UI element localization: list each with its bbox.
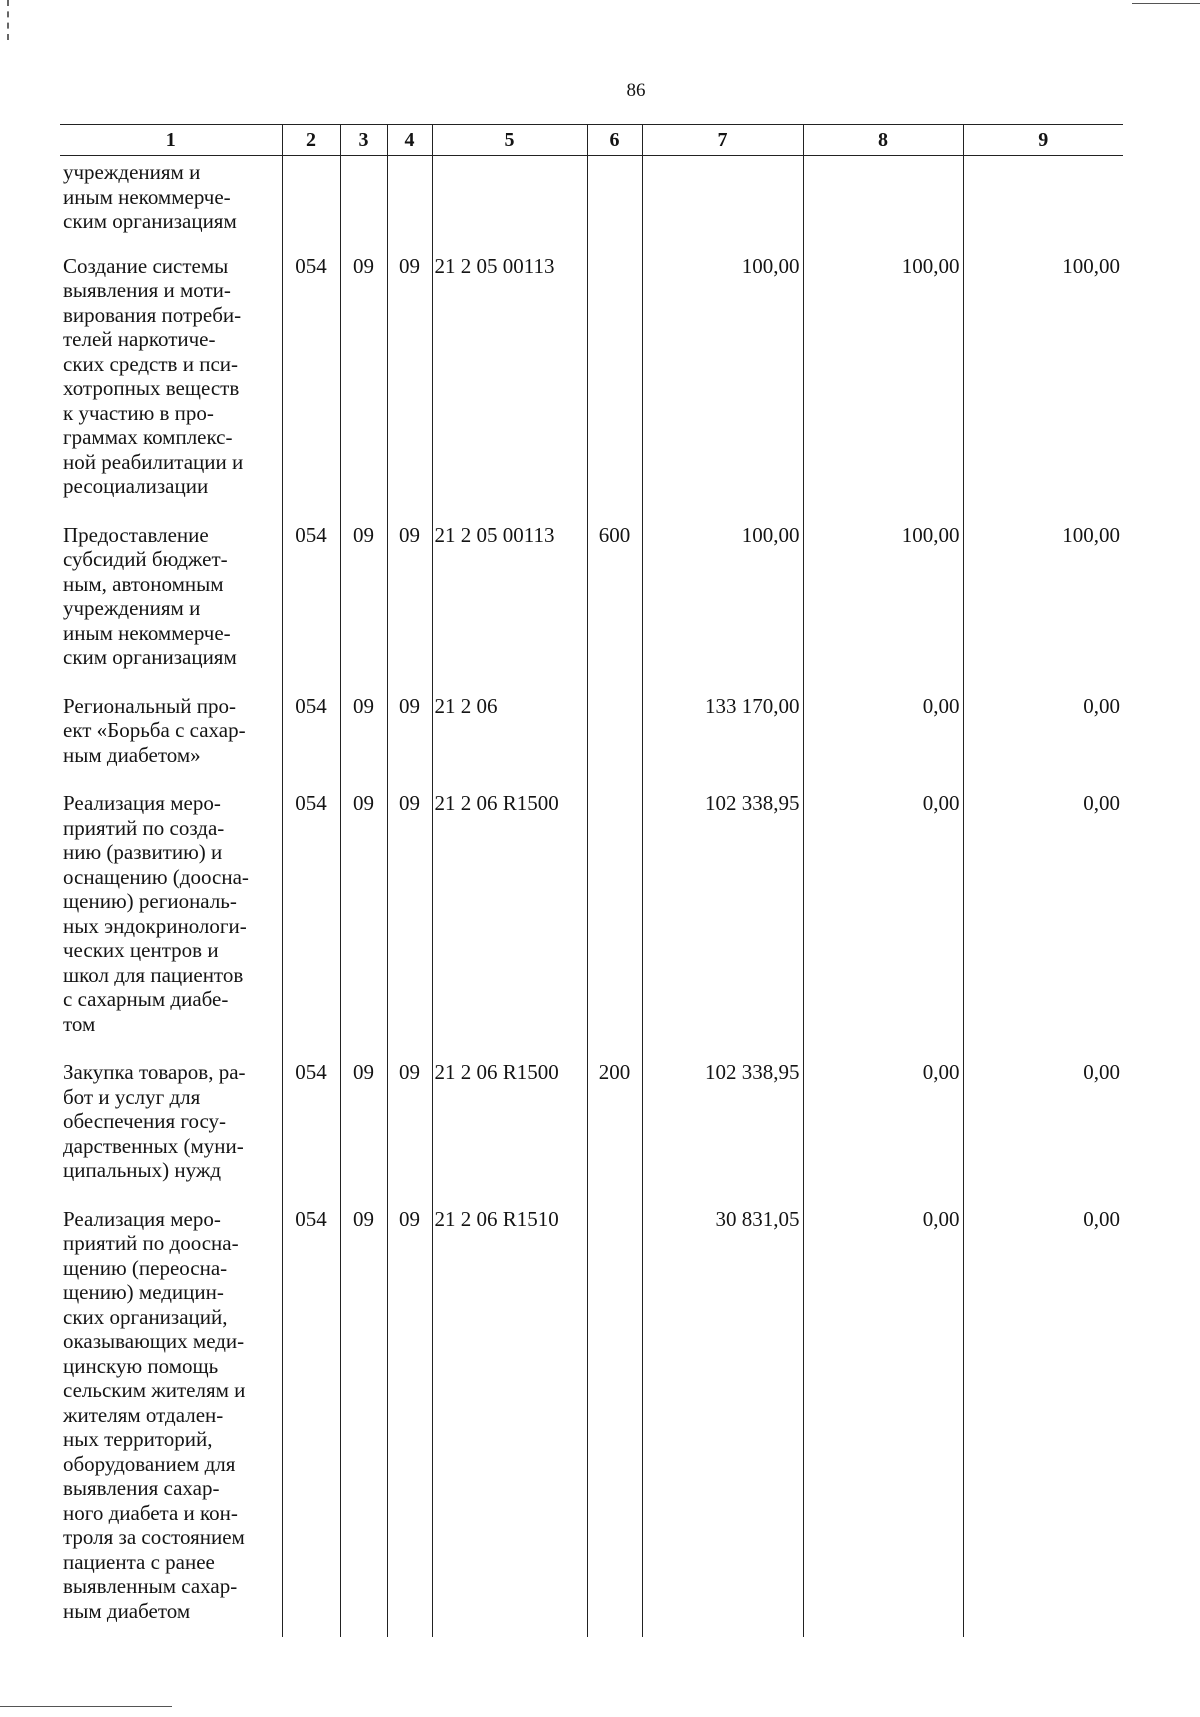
expense-type: 600 [587, 513, 642, 684]
table-row [60, 244, 1123, 513]
amount-col9: 0,00 [963, 1050, 1123, 1197]
amount-col7: 102 338,95 [642, 781, 803, 1050]
target-article: 21 2 06 R1510 [432, 1197, 587, 1638]
section-code: 09 [340, 1050, 387, 1197]
column-header: 8 [803, 125, 963, 156]
budget-table [60, 124, 1123, 1637]
admin-code: 054 [282, 244, 340, 513]
amount-col9: 100,00 [963, 244, 1123, 513]
section-code: 09 [340, 1197, 387, 1638]
section-code: 09 [340, 684, 387, 782]
column-header: 2 [282, 125, 340, 156]
admin-code: 054 [282, 513, 340, 684]
column-header: 7 [642, 125, 803, 156]
amount-col8: 0,00 [803, 781, 963, 1050]
table-row [60, 684, 1123, 782]
subsection-code: 09 [387, 781, 432, 1050]
item-name: Предоставление субсидий бюджет- ным, автономным учреждениям и иным некоммерче- ским организациям [63, 522, 237, 669]
header-row [60, 125, 1123, 156]
section-code: 09 [340, 781, 387, 1050]
amount-col9: 0,00 [963, 1197, 1123, 1638]
expense-type [587, 156, 642, 244]
target-article: 21 2 05 00113 [432, 513, 587, 684]
amount-col7 [642, 156, 803, 244]
item-name: Реализация меро- приятий по доосна- щению (переосна- щению) медицин- ских организаций, оказывающих меди- цинскую помощь сельским жителям и жителям отдален- ных территорий, оборудованием для выявления сахар- ного диабета и кон- троля за состоянием пациента с ранее выявленным сахар- ным диабетом [63, 1206, 246, 1623]
table-row [60, 1050, 1123, 1197]
section-code [340, 156, 387, 244]
column-header: 6 [587, 125, 642, 156]
admin-code: 054 [282, 684, 340, 782]
amount-col8: 0,00 [803, 1197, 963, 1638]
target-article: 21 2 05 00113 [432, 244, 587, 513]
amount-col8: 100,00 [803, 513, 963, 684]
amount-col9: 0,00 [963, 684, 1123, 782]
amount-col7: 30 831,05 [642, 1197, 803, 1638]
item-name: учреждениям и иным некоммерче- ским организациям [63, 160, 237, 233]
target-article: 21 2 06 R1500 [432, 781, 587, 1050]
section-code: 09 [340, 244, 387, 513]
amount-col9: 100,00 [963, 513, 1123, 684]
scan-artifact [7, 0, 11, 40]
amount-col8: 100,00 [803, 244, 963, 513]
column-header: 9 [963, 125, 1123, 156]
expense-type [587, 684, 642, 782]
column-header: 4 [387, 125, 432, 156]
expense-type [587, 781, 642, 1050]
expense-type: 200 [587, 1050, 642, 1197]
amount-col7: 100,00 [642, 244, 803, 513]
subsection-code: 09 [387, 1050, 432, 1197]
section-code: 09 [340, 513, 387, 684]
item-name: Закупка товаров, ра- бот и услуг для обеспечения госу- дарственных (муни- ципальных) нужд [63, 1060, 246, 1182]
column-header: 3 [340, 125, 387, 156]
subsection-code: 09 [387, 244, 432, 513]
amount-col7: 102 338,95 [642, 1050, 803, 1197]
table-row [60, 513, 1123, 684]
expense-type [587, 1197, 642, 1638]
amount-col7: 133 170,00 [642, 684, 803, 782]
subsection-code: 09 [387, 513, 432, 684]
target-article: 21 2 06 [432, 684, 587, 782]
target-article: 21 2 06 R1500 [432, 1050, 587, 1197]
table-row [60, 1197, 1123, 1638]
amount-col8: 0,00 [803, 684, 963, 782]
subsection-code: 09 [387, 684, 432, 782]
admin-code: 054 [282, 1050, 340, 1197]
item-name: Региональный про- ект «Борьба с сахар- ным диабетом» [63, 693, 246, 767]
amount-col8: 0,00 [803, 1050, 963, 1197]
table-header [60, 125, 1123, 156]
amount-col7: 100,00 [642, 513, 803, 684]
expense-type [587, 244, 642, 513]
amount-col9: 0,00 [963, 781, 1123, 1050]
bottom-edge-line [0, 1706, 172, 1707]
item-name: Создание системы выявления и моти- вирования потреби- телей наркотиче- ских средств и пси- хотропных веществ к участию в про- граммах комплекс- ной реабилитации и ресоциализации [63, 253, 244, 498]
column-header: 1 [60, 125, 282, 156]
column-header: 5 [432, 125, 587, 156]
table-row [60, 156, 1123, 244]
admin-code: 054 [282, 781, 340, 1050]
subsection-code [387, 156, 432, 244]
table-body [60, 156, 1123, 1638]
admin-code [282, 156, 340, 244]
item-name: Реализация меро- приятий по созда- нию (развитию) и оснащению (доосна- щению) региональ- ных эндокринологи- ческих центров и школ для пациентов с сахарным диабе- том [63, 791, 249, 1036]
page-number: 86 [626, 80, 646, 101]
target-article [432, 156, 587, 244]
amount-col8 [803, 156, 963, 244]
amount-col9 [963, 156, 1123, 244]
admin-code: 054 [282, 1197, 340, 1638]
top-edge-line [1132, 3, 1200, 4]
table-row [60, 781, 1123, 1050]
subsection-code: 09 [387, 1197, 432, 1638]
